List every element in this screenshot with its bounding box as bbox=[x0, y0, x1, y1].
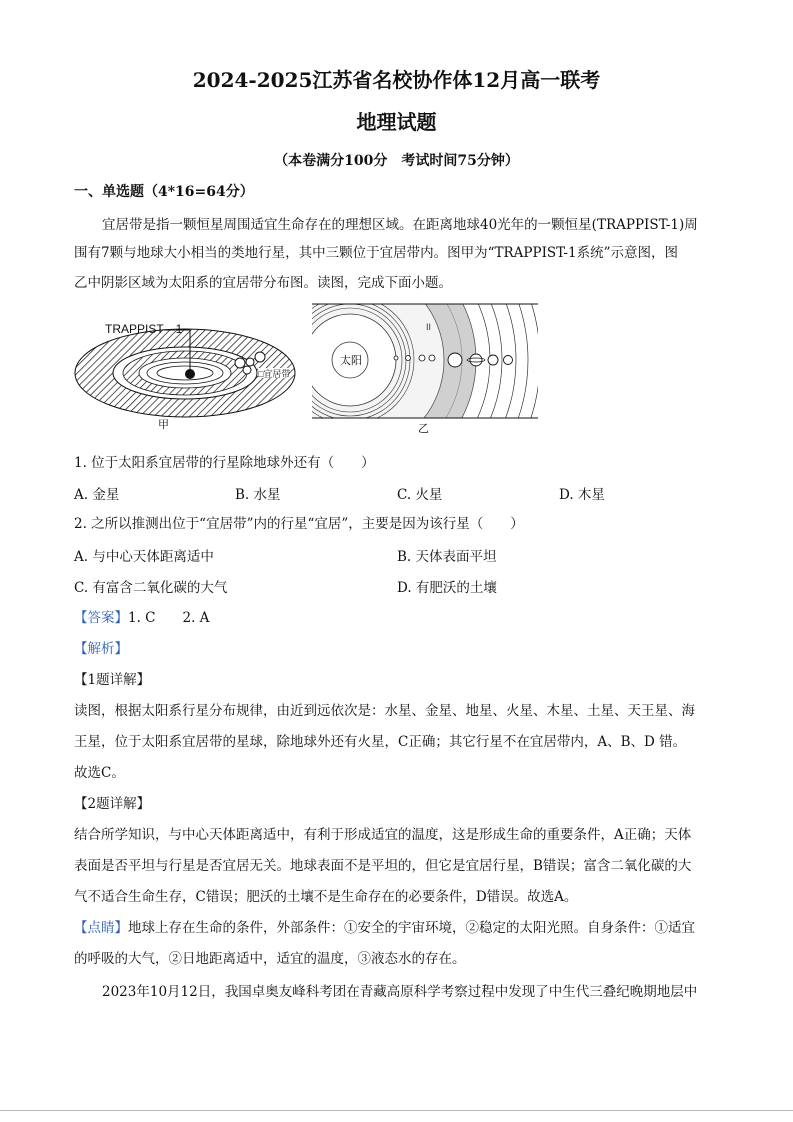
material-line-3: 乙中阴影区域为太阳系的宜居带分布图。读图，完成下面小题。 bbox=[74, 275, 452, 291]
figure-trappist-system bbox=[72, 300, 300, 440]
tip-tag: 【点睛】 bbox=[74, 920, 128, 936]
question-2-option-a: A. 与中心天体距离适中 bbox=[74, 549, 214, 565]
answer-block bbox=[74, 608, 209, 628]
figure-yi-caption: 乙 bbox=[418, 423, 429, 435]
sun-label: 太阳 bbox=[340, 355, 362, 367]
question-1-option-d: D. 木星 bbox=[559, 487, 605, 503]
question-1-option-a: A. 金星 bbox=[74, 487, 120, 503]
detail-2-line-1: 结合所学知识，与中心天体距离适中，有利于形成适宜的温度，这是形成生命的重要条件，A正确；天体 bbox=[74, 827, 692, 843]
figure-jia-caption: 甲 bbox=[158, 419, 169, 431]
tip-text-1: 地球上存在生命的条件，外部条件：①安全的宇宙环境，②稳定的太阳光照。自身条件：①适宜 bbox=[128, 920, 695, 936]
question-2-option-d: D. 有肥沃的土壤 bbox=[397, 580, 497, 596]
analysis-tag: 【解析】 bbox=[74, 641, 128, 657]
detail-1-line-3: 故选C。 bbox=[74, 765, 125, 781]
question-2-option-b: B. 天体表面平坦 bbox=[397, 549, 497, 565]
detail-2-heading: 【2题详解】 bbox=[74, 796, 151, 812]
exam-title: 2024-2025江苏省名校协作体12月高一联考 bbox=[192, 68, 601, 92]
material-2-line-1: 2023年10月12日，我国卓奥友峰科考团在青藏高原科学考察过程中发现了中生代三叠纪晚期地层中 bbox=[102, 984, 698, 1000]
exam-info: （本卷满分100分 考试时间75分钟） bbox=[274, 153, 519, 169]
page-bottom-divider bbox=[0, 1110, 793, 1111]
material-line-1: 宜居带是指一颗恒星周围适宜生命存在的理想区域。在距离地球40光年的一颗恒星(TRAPPIST-1)周 bbox=[102, 217, 698, 233]
question-1-option-c: C. 火星 bbox=[397, 487, 443, 503]
subject-title: 地理试题 bbox=[356, 110, 437, 134]
question-1-option-b: B. 水星 bbox=[235, 487, 281, 503]
tip-line-1 bbox=[74, 918, 695, 938]
detail-2-line-2: 表面是否平坦与行星是否宜居无关。地球表面不是平坦的，但它是宜居行星，B错误；富含二氧化碳的大 bbox=[74, 858, 692, 874]
question-1-stem: 1. 位于太阳系宜居带的行星除地球外还有（ ） bbox=[74, 455, 375, 471]
svg-text:□宜居带: □宜居带 bbox=[258, 369, 291, 379]
answer-text: 1. C 2. A bbox=[128, 610, 210, 626]
detail-1-line-2: 王星，位于太阳系宜居带的星球，除地球外还有火星，C正确；其它行星不在宜居带内，A、B、D 错。 bbox=[74, 734, 687, 750]
question-2-option-c: C. 有富含二氧化碳的大气 bbox=[74, 580, 228, 596]
question-2-stem: 2. 之所以推测出位于“宜居带”内的行星“宜居”，主要是因为该行星（ ） bbox=[74, 516, 524, 532]
detail-1-heading: 【1题详解】 bbox=[74, 672, 151, 688]
svg-text:II: II bbox=[426, 322, 432, 332]
answer-tag: 【答案】 bbox=[74, 610, 128, 626]
detail-1-line-1: 读图，根据太阳系行星分布规律，由近到远依次是：水星、金星、地星、火星、木星、土星、天王星、海 bbox=[74, 703, 695, 719]
trappist-label: TRAPPIST—1 bbox=[105, 322, 183, 336]
tip-line-2: 的呼吸的大气，②日地距离适中，适宜的温度，③液态水的存在。 bbox=[74, 951, 466, 967]
figure-solar-habitable-zone bbox=[312, 300, 540, 438]
section-heading: 一、单选题（4*16=64分） bbox=[74, 184, 254, 200]
detail-2-line-3: 气不适合生命生存，C错误；肥沃的土壤不是生命存在的必要条件，D错误。故选A。 bbox=[74, 889, 578, 905]
material-line-2: 围有7颗与地球大小相当的类地行星，其中三颗位于宜居带内。图甲为“TRAPPIST-1系统”示意图，图 bbox=[74, 245, 678, 261]
